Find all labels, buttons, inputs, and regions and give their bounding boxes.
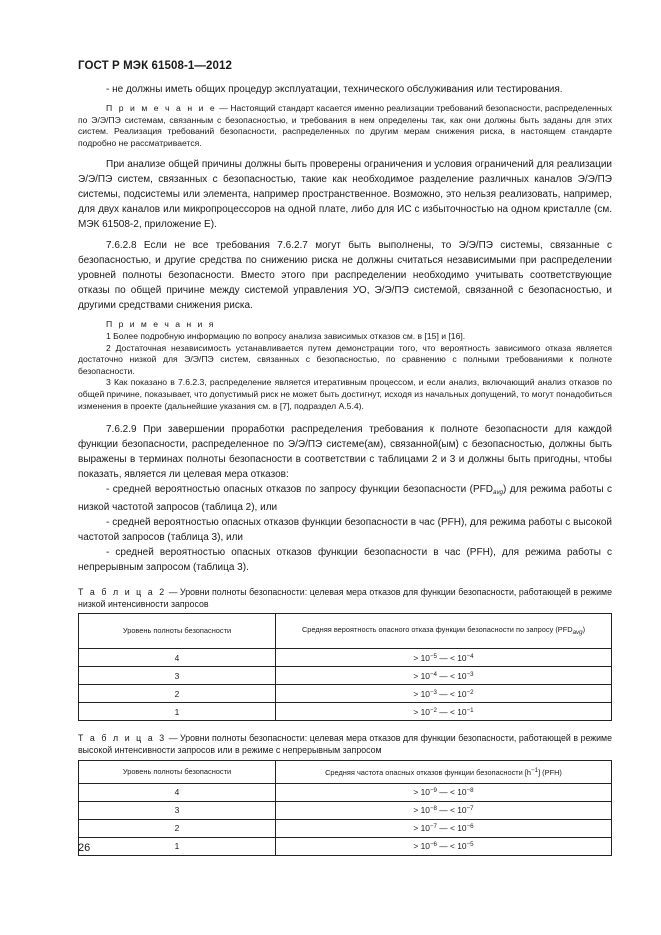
note-item-2: 2 Достаточная независимость устанавливается путем демонстрации того, что вероятность зависимого отказа является достаточно низкой для Э/Э/ПЭ систем, связанных с безопасностью, по сравнению с полными требованиями к полноте безопасности. [78,342,612,376]
table-row [79,649,612,667]
range-cell: > $10^{-3}$ — < $10^{-2}$ [276,685,612,703]
range-cell: > $10^{-4}$ — < $10^{-3}$ [276,667,612,685]
table-row [79,801,612,819]
sil-cell: 2 [79,685,276,703]
table-header-row [79,614,612,649]
table-2-col-sil: Уровень полноты безопасности [79,614,276,649]
paragraph-7-6-2-9: 7.6.2.9 При завершении проработки распределения требования к полноте безопасности для каждой функции безопасности, распределенное по Э/Э/ПЭ системе(ам), связанной(ым) с безопасностью, должны быть выражены в терминах полноты безопасности в соответствии с таблицами 2 и 3 и должны быть пригодны, чтобы показать, является ли целевая мера отказов: [78,424,612,481]
sil-cell: 1 [79,703,276,721]
range-cell: > $10^{-2}$ — < $10^{-1}$ [276,703,612,721]
sil-cell: 1 [79,837,276,855]
table-row [79,667,612,685]
sil-cell: 2 [79,819,276,837]
sil-cell: 4 [79,649,276,667]
dash-item-pfh-high: - средней вероятностью опасных отказов функции безопасности в час (PFH), для режима работы с высокой частотой запросов (таблица 3), или [78,517,612,544]
note-text: — Настоящий стандарт касается именно реализации требований безопасности, распределенных по Э/Э/ПЭ системам, связанным с безопасностью, и требования в нем определены так, как они должны быть заданы для этих систем. Реализация требований безопасности, распределенных по другим мерам снижения риска, в настоящем стандарте подробно не рассматривается. [78,103,613,148]
paragraph-list-item: - не должны иметь общих процедур эксплуатации, технического обслуживания или тестирования. [106,84,563,95]
sil-cell: 3 [79,801,276,819]
table-row [79,819,612,837]
range-cell: > $10^{-6}$ — < $10^{-5}$ [276,837,612,855]
notes-label: П р и м е ч а н и я [106,319,216,330]
page-content [78,82,612,856]
table-row [79,685,612,703]
table-row [79,837,612,855]
page-number: 26 [78,842,91,854]
table-3-col-sil: Уровень полноты безопасности [79,760,276,783]
note-label: П р и м е ч а н и е [106,103,217,113]
paragraph-7-6-2-8: 7.6.2.8 Если не все требования 7.6.2.7 могут быть выполнены, то Э/Э/ПЭ системы, связанные с безопасностью, и другие средства по снижению риска не должны считаться независимыми при распределении уровней полноты безопасности. Вместо этого при распределении необходимо учитывать соответствующие отказы по общей причине между системой управления УО, Э/Э/ПЭ системой, связанной с безопасностью, и другими средствами снижения риска. [78,240,612,312]
note-item-1: 1 Более подробную информацию по вопросу анализа зависимых отказов см. в [15] и [16]. [106,330,466,341]
table-2-caption: Т а б л и ц а 2 — Уровни полноты безопасности: целевая мера отказов для функции безопасности, работающей в режиме низкой интенсивности запросов [78,587,612,609]
table-header-row [79,760,612,783]
dash-item-pfd: - средней вероятностью опасных отказов по запросу функции безопасности $(PFD_{avg})$ для режима работы с низкой частотой запросов (таблица 2), или [78,484,612,514]
note-item-3: 3 Как показано в 7.6.2.3, распределение является итеративным процессом, и если анализ, включающий анализ отказов по общей причине, показывает, что допустимый риск не может быть достигнут, исходя из начальных допущений, то могут понадобиться изменения в проекте (дальнейшие указания см. в [7], подраздел А.5.4). [78,377,613,411]
note [78,103,612,149]
sil-cell: 4 [79,783,276,801]
table-2 [78,613,612,721]
table-row [79,783,612,801]
paragraph-common-cause: При анализе общей причины должны быть проверены ограничения и условия ограничений для реализации Э/Э/ПЭ систем, связанных с безопасностью, такие как необходимое разделение различных каналов Э/Э/ПЭ системы, подсистемы или элемента, например пространственное. Возможно, это нельзя реализовать, например, для двух каналов или микропроцессоров на одной плате, либо для ИС с избыточностью на одном кристалле (см. МЭК 61508-2, приложение Е). [78,159,612,231]
table-2-col-pfd: Средняя вероятность опасного отказа функции безопасности по запросу $(PFD_{avg})$ [276,614,612,649]
range-cell: > $10^{-5}$ — < $10^{-4}$ [276,649,612,667]
table-row [79,703,612,721]
range-cell: > $10^{-9}$ — < $10^{-8}$ [276,783,612,801]
table-3-caption: Т а б л и ц а 3 — Уровни полноты безопасности: целевая мера отказов для функции безопасности, работающей в режиме высокой интенсивности запросов или в режиме с непрерывным запросом [78,733,612,755]
table-3-col-pfh: Средняя частота опасных отказов функции безопасности $[h^{-1}]$ (PFH) [276,760,612,783]
range-cell: > $10^{-7}$ — < $10^{-6}$ [276,819,612,837]
table-3 [78,760,612,856]
sil-cell: 3 [79,667,276,685]
dash-item-pfh-continuous: - средней вероятностью опасных отказов функции безопасности в час (PFH), для режима работы с непрерывным запросом (таблица 3). [78,547,612,574]
page-header: ГОСТ Р МЭК 61508-1—2012 [78,60,232,72]
range-cell: > $10^{-8}$ — < $10^{-7}$ [276,801,612,819]
